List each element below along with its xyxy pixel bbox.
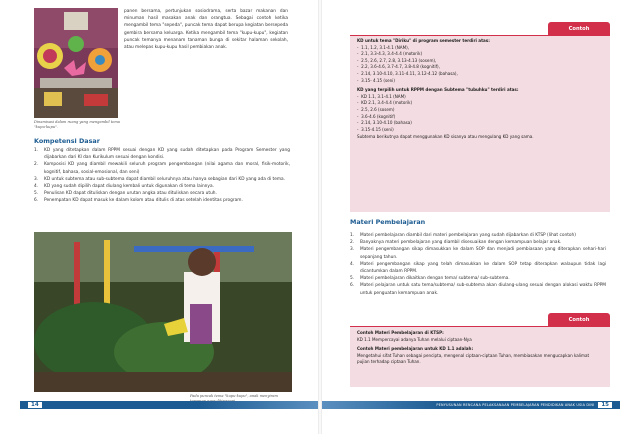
dash-bullet: - bbox=[357, 77, 362, 83]
list-item-number: 1. bbox=[34, 148, 39, 153]
dash-bullet: - bbox=[357, 113, 362, 119]
page-number-left: 14 bbox=[28, 402, 42, 408]
list-item-number: 2. bbox=[34, 162, 39, 168]
contoh-box-materi bbox=[350, 326, 610, 387]
list-item-text: Materi pembelajaran dikaitkan dengan tema/ subtema/ sub-subtema. bbox=[360, 276, 510, 282]
left-footer-bar bbox=[20, 401, 318, 409]
kd-group-line-text: 2.5, 2.6, 2.7, 2.8, 3.13-4.13 (sosem), bbox=[361, 57, 437, 63]
kd-group-line bbox=[350, 107, 610, 114]
list-item-text: Penulisan KD dapat dituliskan dengan urutan angka atau dituliskan secara utuh. bbox=[44, 191, 217, 197]
list-item-text: KD yang sudah dipilih dapat diulang kembali untuk digunakan di tema lainnya. bbox=[44, 184, 214, 190]
right-footer-bar bbox=[322, 401, 620, 409]
list-item-text: Materi pembelajaran diambil dari materi pembelajaran yang sudah dijabarkan di KTSP (lihat contoh) bbox=[360, 233, 576, 238]
kd-group-line-text: 3.6-4.6 (kognitif) bbox=[361, 113, 396, 119]
kd-group-line-text: 3.15- 4.15 (seni) bbox=[361, 77, 395, 83]
box1-heading-1: KD untuk tema "Diriku" di program semester terdiri atas: bbox=[357, 38, 490, 43]
dash-bullet: - bbox=[357, 64, 362, 70]
kd-group-line-text: 1.1, 1.2, 3.1-4.1 (NAM), bbox=[361, 44, 410, 50]
dash-bullet: - bbox=[357, 44, 362, 50]
kd-group-line-text: KD 1.1, 3.1-4.1 (NAM) bbox=[361, 93, 406, 99]
list-item bbox=[34, 197, 290, 204]
list-item bbox=[34, 147, 290, 161]
list-item bbox=[350, 232, 606, 239]
mp-list bbox=[350, 232, 606, 297]
box2-heading-1: Contoh Materi Pembelajaran di KTSP: bbox=[357, 330, 444, 335]
dash-bullet: - bbox=[357, 120, 362, 126]
dash-bullet: - bbox=[357, 106, 362, 112]
kd-group-line-text: 2.14, 3.10-4.10, 3.11-4.11, 3.12-4.12 (bahasa), bbox=[361, 70, 458, 76]
list-item bbox=[34, 176, 290, 183]
dash-bullet: - bbox=[357, 126, 362, 132]
list-item-text: KD yang ditetapkan dalam RPPM sesuai dengan KD yang sudah ditetapkan pada Program Semester yang dijabarkan dari KI dan Kurikulum sesuai dengan kondisi. bbox=[44, 148, 290, 161]
list-item-number: 6. bbox=[34, 198, 39, 204]
list-item-number: 3. bbox=[34, 176, 39, 182]
list-item-number: 4. bbox=[34, 184, 39, 190]
photo-caption-bottom: Pada puncak tema "kupu-kupu", anak menyiram bbox=[190, 394, 278, 398]
top-paragraph-column bbox=[124, 8, 288, 51]
kd-group-line bbox=[350, 45, 610, 52]
list-item-text: Penempatan KD dapat masuk ke dalam kolom atau ditulis di atas setelah identitas program. bbox=[44, 198, 243, 204]
list-item-number: 4. bbox=[350, 261, 355, 267]
list-item bbox=[34, 183, 290, 190]
dash-bullet: - bbox=[357, 51, 362, 57]
list-item-text: Materi pengembangan sikap dimasukkan ke dalam SOP dan menjadi pembiasaan yang diterapkan sehari-hari sepanjang tahun. bbox=[360, 247, 606, 260]
kompetensi-dasar-heading: Kompetensi Dasar bbox=[34, 137, 100, 145]
box2-line-1: KD 1.1 Mempercayai adanya Tuhan melalui ciptaan-Nya bbox=[357, 336, 472, 342]
kd-group-line-text: 3.15-4.15 (seni) bbox=[361, 126, 394, 132]
book-gutter bbox=[318, 0, 322, 434]
kd-group-line-text: 2.2, 3.6-4.6, 3.7-4.7, 3.8-4.8 (kognitif), bbox=[361, 64, 440, 70]
list-item-text: Komposisi KD yang diambil mewakili seluruh program pengembangan (nilai agama dan moral, fisik-motorik, kognitif, bahasa, sosial-emosional, dan seni) bbox=[44, 162, 290, 175]
dash-bullet: - bbox=[357, 70, 362, 76]
kd-group-line bbox=[350, 114, 610, 121]
kd-group-line-text: 2.5, 2.6 (sosem) bbox=[361, 106, 395, 112]
photo-caption-top: Dinamisasi dalam ruang yang mengambil tema "kupu-kupu". bbox=[34, 120, 120, 129]
box1-group-1 bbox=[350, 45, 610, 85]
kd-group-line bbox=[350, 100, 610, 107]
kd-group-line bbox=[350, 58, 610, 65]
list-item-number: 1. bbox=[350, 233, 355, 238]
box1-group-2 bbox=[350, 94, 610, 134]
kd-group-line bbox=[350, 51, 610, 58]
list-item-number: 5. bbox=[350, 276, 355, 282]
page-number-right: 15 bbox=[598, 402, 612, 408]
dash-bullet: - bbox=[357, 100, 362, 106]
top-paragraph: panen bersama, pertunjukan sosiodrama, serta bazar makanan dan minuman hasil masakan anak dan orangtua. Sebagai contoh ketika mengambil tema "sepeda", puncak tema dapat berupa kegiatan bersepeda gembira bersama keluarga. Ketika mengambil tema "kupu-kupu", kegiatan puncak temanya menanam tanaman bunga di sekitar halaman sekolah, atau melepas kupu-kupu hasil pembiakan anak. bbox=[124, 9, 288, 51]
classroom-butterfly-photo bbox=[34, 8, 118, 118]
dash-bullet: - bbox=[357, 93, 362, 99]
dash-bullet: - bbox=[357, 57, 362, 63]
list-item bbox=[350, 275, 606, 282]
list-item bbox=[34, 161, 290, 175]
kd-group-line-text: 2.1, 3.3-4.3, 3.4-4.4 (motorik) bbox=[361, 51, 423, 57]
box1-note: Subtema berikutnya dapat menggunakan KD sisanya atau mengulang KD yang sama. bbox=[357, 134, 534, 140]
list-item-number: 3. bbox=[350, 247, 355, 253]
box1-heading-2: KD yang terpilih untuk RPPM dengan Subtema "tubuhku" terdiri atas: bbox=[357, 87, 519, 93]
list-item-text: Banyaknya materi pembelajaran yang diambil disesuaikan dengan kemampuan belajar anak. bbox=[360, 240, 562, 246]
list-item-number: 5. bbox=[34, 191, 39, 197]
footer-title: PENYUSUNAN RENCANA PELAKSANAAN PEMBELAJARAN PENDIDIKAN ANAK USIA DINI bbox=[436, 403, 595, 407]
list-item bbox=[34, 190, 290, 197]
box2-line-2: Mengetahui sifat Tuhan sebagai pencipta, mengenal ciptaan-ciptaan Tuhan, membiasakan mengucapkan kalimat pujian terhadap ciptaan Tuhan. bbox=[357, 352, 590, 365]
list-item-number: 2. bbox=[350, 240, 355, 246]
kd-list bbox=[34, 147, 290, 205]
child-watering-plants-photo bbox=[34, 232, 292, 392]
kd-group-line bbox=[350, 78, 610, 85]
contoh-tab-2: Contoh bbox=[548, 313, 610, 326]
kd-group-line bbox=[350, 71, 610, 78]
kd-group-line bbox=[350, 127, 610, 134]
box2-heading-2: Contoh Materi pembelajaran untuk KD 1.1 adalah: bbox=[357, 346, 474, 352]
kd-group-line-text: KD 2.1, 3.4-4.4 (motorik) bbox=[361, 100, 413, 106]
list-item-text: Materi pelajaran untuk satu tema/subtema/ sub-subtema akan diulang-ulang sesuai dengan alokasi waktu RPPM untuk penguatan kemampuan anak. bbox=[360, 283, 606, 296]
materi-pembelajaran-heading: Materi Pembelajaran bbox=[350, 218, 426, 226]
kd-group-line bbox=[350, 120, 610, 127]
kd-group-line-text: 2.14, 3.10-4.10 (bahasa) bbox=[361, 120, 412, 126]
list-item-number: 6. bbox=[350, 283, 355, 289]
kd-group-line bbox=[350, 94, 610, 101]
list-item bbox=[350, 282, 606, 296]
kd-group-line bbox=[350, 64, 610, 71]
contoh-box-kd bbox=[350, 35, 610, 212]
list-item-text: Materi pengembangan sikap yang telah dimasukkan ke dalam SOP tetap diterapkan walaupun tidak lagi dicantumkan dalam RPPM. bbox=[360, 261, 606, 275]
list-item-text: KD untuk subtema atau sub-subtema dapat diambil seluruhnya atau hanya sebagian dari KD yang ada di tema. bbox=[44, 176, 286, 182]
contoh-tab-1: Contoh bbox=[548, 22, 610, 35]
list-item bbox=[350, 239, 606, 246]
list-item bbox=[350, 261, 606, 275]
list-item bbox=[350, 246, 606, 260]
